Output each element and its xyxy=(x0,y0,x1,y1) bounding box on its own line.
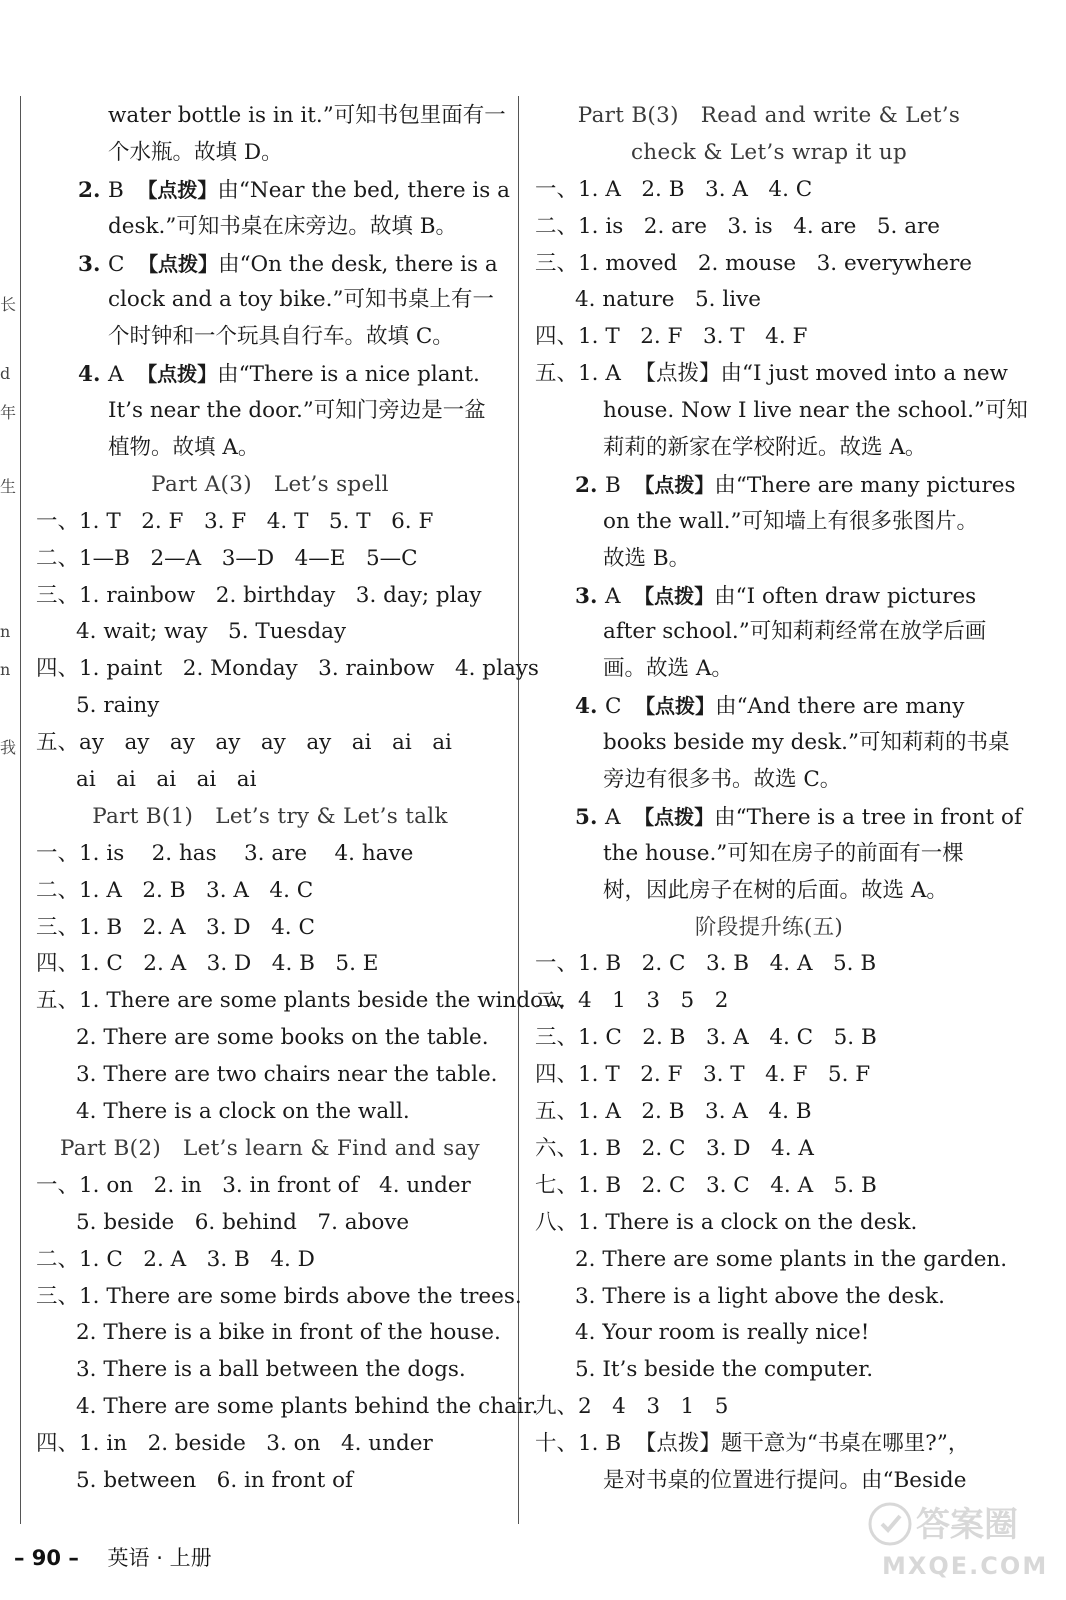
answer-text: 由“There is a tree in front of xyxy=(714,804,1022,830)
answer-line xyxy=(36,1463,504,1500)
answer-text: 4. Your room is really nice! xyxy=(575,1320,870,1346)
answer-text: 5. It’s beside the computer. xyxy=(575,1357,874,1383)
answer-line xyxy=(36,614,504,651)
answer-choice: A xyxy=(107,362,138,388)
answer-text: 四、1. T 2. F 3. T 4. F 5. F xyxy=(535,1062,871,1088)
answer-text: 三、1. There are some birds above the trees. xyxy=(36,1283,522,1309)
answer-line xyxy=(36,762,504,799)
answer-line xyxy=(535,246,1003,283)
edge-mark: d xyxy=(0,364,11,383)
item-number: 4. xyxy=(575,694,605,720)
answer-line xyxy=(535,983,1003,1020)
answer-line xyxy=(36,1094,504,1131)
answer-text: 是对书桌的位置进行提问。由“Beside xyxy=(603,1467,967,1493)
section-title: Let’s learn & Find and say xyxy=(183,1135,481,1161)
answer-line xyxy=(535,725,1010,762)
answer-text: 2. There are some plants in the garden. xyxy=(575,1246,1008,1272)
answer-line xyxy=(535,762,1003,799)
answer-line xyxy=(36,1315,504,1352)
answer-text: 九、2 4 3 1 5 xyxy=(535,1394,729,1420)
answer-line xyxy=(535,1131,1003,1168)
answer-text: 三、1. B 2. A 3. D 4. C xyxy=(36,914,315,940)
answer-text: 三、1. C 2. B 3. A 4. C 5. B xyxy=(535,1025,877,1051)
answer-text: 由“And there are many xyxy=(715,694,965,720)
answer-text: 树，因此房子在树的后面。故选 A。 xyxy=(603,877,948,903)
section-heading xyxy=(535,135,1003,172)
item-number: 4. xyxy=(78,362,108,388)
answer-text: 由“There are many pictures xyxy=(714,472,1016,498)
answer-line xyxy=(535,873,1003,910)
answer-text: 5. between 6. in front of xyxy=(76,1467,353,1493)
answer-text: 八、1. There is a clock on the desk. xyxy=(535,1209,918,1235)
hint-label: 【点拨】 xyxy=(635,694,716,719)
answer-text: 4. wait; way 5. Tuesday xyxy=(76,619,347,645)
watermark-logo xyxy=(866,1486,1051,1586)
section-title: Let’s try & Let’s talk xyxy=(215,803,448,829)
answer-line xyxy=(36,688,504,725)
section-title: 阶段提升练(五) xyxy=(694,914,844,940)
answer-text: 2. There is a bike in front of the house. xyxy=(76,1320,501,1346)
answer-line xyxy=(535,1315,1003,1352)
answer-text: 2. There are some books on the table. xyxy=(76,1025,489,1051)
answer-text: 由“I often draw pictures xyxy=(714,583,977,609)
watermark-url: MXQE.COM xyxy=(882,1552,1049,1580)
section-part: Part B(1) xyxy=(92,803,194,829)
edge-mark: n xyxy=(0,660,11,679)
answer-text: 七、1. B 2. C 3. C 4. A 5. B xyxy=(535,1172,877,1198)
answer-text: 4. There is a clock on the wall. xyxy=(76,1099,410,1125)
answer-line xyxy=(535,356,1008,393)
answer-line xyxy=(36,1426,504,1463)
section-title: Read and write & Let’s xyxy=(700,103,961,128)
left-column xyxy=(36,98,566,1500)
answer-line xyxy=(535,651,1003,688)
hint-label: 【点拨】 xyxy=(634,583,715,608)
hint-label: 【点拨】 xyxy=(137,177,218,202)
answer-text: 四、1. C 2. A 3. D 4. B 5. E xyxy=(36,951,379,977)
answer-text: 5. beside 6. behind 7. above xyxy=(76,1209,410,1235)
answer-text: the house.”可知在房子的前面有一棵 xyxy=(603,840,964,866)
answer-line xyxy=(36,1168,504,1205)
page-number: – 90 – xyxy=(14,1546,79,1570)
column-divider xyxy=(518,96,519,1524)
answer-choice: C xyxy=(604,694,636,720)
answer-line xyxy=(36,1205,504,1242)
answer-text: 五、1. A 2. B 3. A 4. B xyxy=(535,1099,812,1125)
answer-text: 个水瓶。故填 D。 xyxy=(108,139,283,165)
section-heading xyxy=(535,910,1003,947)
edge-mark: 我 xyxy=(0,738,17,757)
answer-text: 三、1. rainbow 2. birthday 3. day; play xyxy=(36,582,482,608)
answer-line xyxy=(535,172,1003,209)
answer-text: 个时钟和一个玩具自行车。故填 C。 xyxy=(108,324,454,350)
answer-choice: A xyxy=(604,583,635,609)
item-number: 2. xyxy=(575,472,605,498)
answer-text: 五、ay ay ay ay ay ay ai ai ai xyxy=(36,730,452,756)
answer-text: 五、1. There are some plants beside the window. xyxy=(36,988,566,1014)
answer-text: clock and a toy bike.”可知书桌上有一 xyxy=(108,287,494,313)
answer-line xyxy=(36,209,504,246)
section-title: Let’s spell xyxy=(273,471,389,497)
page-footer xyxy=(14,1542,212,1572)
hint-label: 【点拨】 xyxy=(634,804,715,829)
answer-choice: A xyxy=(604,804,635,830)
answer-text: after school.”可知莉莉经常在放学后画 xyxy=(603,619,987,645)
answer-text: 五、1. A 【点拨】由“I just moved into a new xyxy=(535,361,1008,387)
item-number: 3. xyxy=(78,251,108,277)
answer-line xyxy=(36,135,504,172)
answer-text: 莉莉的新家在学校附近。故选 A。 xyxy=(603,435,927,461)
answer-line xyxy=(36,1020,504,1057)
answer-text: 二、1. C 2. A 3. B 4. D xyxy=(36,1246,315,1272)
answer-line xyxy=(36,430,504,467)
answer-line xyxy=(535,1426,1003,1463)
answer-line xyxy=(36,873,504,910)
answer-line xyxy=(36,246,504,283)
answer-line xyxy=(36,282,504,319)
answer-text: 一、1. A 2. B 3. A 4. C xyxy=(535,176,813,202)
section-part: Part A(3) xyxy=(151,471,252,497)
answer-line xyxy=(535,688,1003,725)
answer-line xyxy=(36,946,504,983)
answer-line xyxy=(535,1389,1003,1426)
answer-line xyxy=(535,282,1003,319)
answer-text: 一、1. B 2. C 3. B 4. A 5. B xyxy=(535,951,877,977)
answer-line xyxy=(535,430,1003,467)
answer-text: 3. There is a light above the desk. xyxy=(575,1283,945,1309)
answer-line xyxy=(535,1205,1003,1242)
answer-line xyxy=(36,356,504,393)
answer-line xyxy=(36,651,539,688)
answer-text: 4. There are some plants behind the chair. xyxy=(76,1394,539,1420)
answer-text: 二、4 1 3 5 2 xyxy=(535,988,729,1014)
answer-line xyxy=(535,799,1022,836)
section-heading xyxy=(535,98,1003,135)
answer-text: 二、1. A 2. B 3. A 4. C xyxy=(36,877,314,903)
answer-line xyxy=(535,319,1003,356)
answer-text: 三、1. moved 2. mouse 3. everywhere xyxy=(535,250,972,276)
answer-text: desk.”可知书桌在床旁边。故填 B。 xyxy=(108,213,458,239)
answer-line xyxy=(36,319,504,356)
answer-text: house. Now I live near the school.”可知 xyxy=(603,398,1028,424)
section-heading xyxy=(36,799,504,836)
edge-mark: 生 xyxy=(0,477,17,496)
answer-text: 故选 B。 xyxy=(603,545,691,571)
answer-line xyxy=(535,393,1028,430)
answer-line xyxy=(535,1279,1003,1316)
answer-line xyxy=(36,578,504,615)
answer-line xyxy=(36,504,504,541)
answer-text: 四、1. paint 2. Monday 3. rainbow 4. plays xyxy=(36,656,539,682)
section-title: check & Let’s wrap it up xyxy=(630,139,908,165)
answer-line xyxy=(36,1242,504,1279)
answer-line xyxy=(36,172,510,209)
answer-line xyxy=(36,1279,522,1316)
answer-line xyxy=(36,541,504,578)
answer-line xyxy=(535,467,1016,504)
answer-text: 由“On the desk, there is a xyxy=(218,251,498,277)
answer-line xyxy=(36,836,504,873)
answer-line xyxy=(36,1352,504,1389)
answer-text: 一、1. T 2. F 3. F 4. T 5. T 6. F xyxy=(36,508,434,534)
answer-text: 四、1. in 2. beside 3. on 4. under xyxy=(36,1431,433,1457)
item-number: 3. xyxy=(575,583,605,609)
item-number: 2. xyxy=(78,177,108,203)
answer-text: 3. There is a ball between the dogs. xyxy=(76,1357,466,1383)
answer-text: 六、1. B 2. C 3. D 4. A xyxy=(535,1135,814,1161)
answer-text: 一、1. on 2. in 3. in front of 4. under xyxy=(36,1172,471,1198)
answer-line xyxy=(36,910,504,947)
answer-text: 二、1—B 2—A 3—D 4—E 5—C xyxy=(36,545,418,571)
answer-text: on the wall.”可知墙上有很多张图片。 xyxy=(603,508,978,534)
section-part: Part B(2) xyxy=(59,1135,162,1161)
answer-line xyxy=(535,541,1003,578)
answer-line xyxy=(535,504,1003,541)
answer-line xyxy=(535,836,1003,873)
answer-line xyxy=(36,725,504,762)
hint-label: 【点拨】 xyxy=(137,362,218,387)
answer-line xyxy=(535,614,1003,651)
edge-mark: n xyxy=(0,622,11,641)
answer-text: 植物。故填 A。 xyxy=(108,435,260,461)
answer-text: 4. nature 5. live xyxy=(575,287,761,313)
answer-line xyxy=(535,578,1003,615)
answer-line xyxy=(535,1242,1008,1279)
subject-label: 英语 · 上册 xyxy=(107,1546,212,1570)
answer-text: 由“There is a nice plant. xyxy=(217,362,480,388)
answer-line xyxy=(36,98,504,135)
answer-text: It’s near the door.”可知门旁边是一盆 xyxy=(108,398,486,424)
answer-line xyxy=(535,1352,1003,1389)
answer-line xyxy=(535,209,1003,246)
answer-text: 5. rainy xyxy=(76,693,160,719)
section-heading xyxy=(36,1131,504,1168)
answer-text: 二、1. is 2. are 3. is 4. are 5. are xyxy=(535,213,941,239)
hint-label: 【点拨】 xyxy=(138,251,219,276)
answer-choice: B xyxy=(107,177,138,203)
answer-choice: B xyxy=(604,472,635,498)
answer-text: ai ai ai ai ai xyxy=(76,767,257,793)
answer-line xyxy=(36,393,504,430)
answer-text: water bottle is in it.”可知书包里面有一 xyxy=(108,103,506,128)
right-column xyxy=(535,98,1028,1500)
watermark-title: 答案圈 xyxy=(916,1505,1018,1545)
answer-text: 一、1. is 2. has 3. are 4. have xyxy=(36,840,414,866)
answer-line xyxy=(535,1094,1003,1131)
answer-text: 画。故选 A。 xyxy=(603,656,733,682)
answer-text: books beside my desk.”可知莉莉的书桌 xyxy=(603,730,1010,756)
answer-line xyxy=(535,1168,1003,1205)
answer-text: 十、1. B 【点拨】题干意为“书桌在哪里?”， xyxy=(535,1431,970,1457)
section-part: Part B(3) xyxy=(577,103,679,128)
answer-line xyxy=(36,983,566,1020)
section-heading xyxy=(36,467,504,504)
answer-choice: C xyxy=(107,251,139,277)
edge-mark: 长 xyxy=(0,295,17,314)
answer-text: 四、1. T 2. F 3. T 4. F xyxy=(535,324,808,350)
answer-line xyxy=(535,946,1003,983)
item-number: 5. xyxy=(575,804,605,830)
answer-text: 旁边有很多书。故选 C。 xyxy=(603,767,842,793)
answer-line xyxy=(535,1020,1003,1057)
answer-line xyxy=(36,1057,504,1094)
answer-text: 3. There are two chairs near the table. xyxy=(76,1062,498,1088)
page-fold-line xyxy=(20,96,21,1524)
answer-text: 由“Near the bed, there is a xyxy=(217,177,510,203)
hint-label: 【点拨】 xyxy=(634,472,715,497)
answer-line xyxy=(535,1057,1003,1094)
edge-mark: 年 xyxy=(0,403,17,422)
answer-line xyxy=(36,1389,539,1426)
